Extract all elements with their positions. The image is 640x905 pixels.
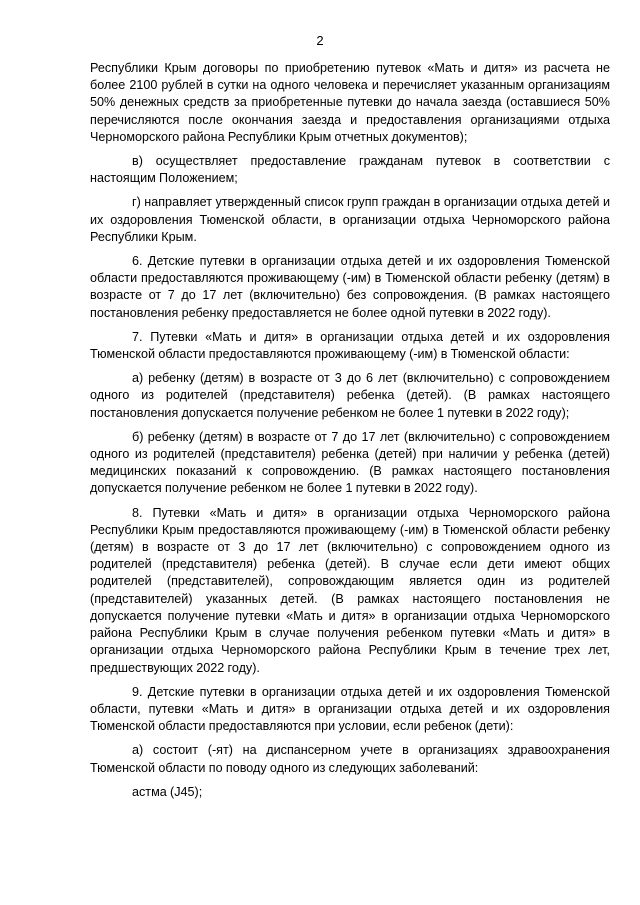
- paragraph-clause-9a: а) состоит (-ят) на диспансерном учете в организациях здравоохранения Тюменской области по поводу одного из следующих заболеваний:: [90, 743, 610, 775]
- paragraph-diagnosis-asthma: астма (J45);: [132, 784, 203, 799]
- page-number: 2: [316, 33, 324, 48]
- paragraph-clause-8: 8. Путевки «Мать и дитя» в организации отдыха Черноморского района Республики Крым предоставляются проживающему (-им) в Тюменской области ребенку (детям) в возрасте от 3 до 17 лет (включительно) с сопровождением одного из родителей (представителя) ребенка (детей). В случае если дети имеют общих родителей (представителей), сопровождающим является один из родителей (представителей) указанных детей. (В рамках настоящего постановления не допускается получение путевки «Мать и дитя» в организации отдыха Черноморского района Республики Крым в случае получения ребенком путевки «Мать и дитя» в организации отдыха Черноморского района Республики Крым в течение трех лет, предшествующих 2022 году).: [90, 505, 610, 675]
- paragraph-item-g: г) направляет утвержденный список групп граждан в организации отдыха детей и их оздоровления Тюменской области, в организации отдыха Черноморского района Республики Крым.: [90, 195, 610, 244]
- paragraph-item-v: в) осуществляет предоставление гражданам путевок в соответствии с настоящим Положением;: [90, 154, 610, 186]
- paragraph-clause-7b: б) ребенку (детям) в возрасте от 7 до 17 лет (включительно) с сопровождением одного из родителей (представителя) ребенка (детей) при наличии у ребенка (детей) медицинских показаний к сопровождению. (В рамках настоящего постановления допускается получение ребенком не более 1 путевки в 2022 году).: [90, 429, 610, 496]
- paragraph-clause-7a: а) ребенку (детям) в возрасте от 3 до 6 лет (включительно) с сопровождением одного из родителей (представителя) ребенка (детей). (В рамках настоящего постановления допускается получение ребенком не более 1 путевки в 2022 году);: [90, 371, 610, 420]
- paragraph-clause-7: 7. Путевки «Мать и дитя» в организации отдыха детей и их оздоровления Тюменской области предоставляются проживающему (-им) в Тюменской области:: [90, 329, 610, 362]
- paragraph-clause-9: 9. Детские путевки в организации отдыха детей и их оздоровления Тюменской области, путевки «Мать и дитя» в организации отдыха детей и их оздоровления Тюменской области предоставляются при условии, если ребенок (дети):: [90, 684, 610, 734]
- paragraph-clause-6: 6. Детские путевки в организации отдыха детей и их оздоровления Тюменской области предоставляются проживающему (-им) в Тюменской области ребенку (детям) в возрасте от 7 до 17 лет (включительно) без сопровождения. (В рамках настоящего постановления ребенку предоставляется не более одной путевки в 2022 году).: [90, 254, 610, 320]
- document-body: [90, 60, 610, 808]
- paragraph-continuation: Республики Крым договоры по приобретению путевок «Мать и дитя» из расчета не более 2100 рублей в сутки на одного человека и перечисляет указанным организациям 50% денежных средств за приобретенные путевки до начала заезда (оставшиеся 50% перечисляются после окончания заезда и предоставления организациями отдыха Черноморского района Республики Крым отчетных документов);: [90, 61, 610, 144]
